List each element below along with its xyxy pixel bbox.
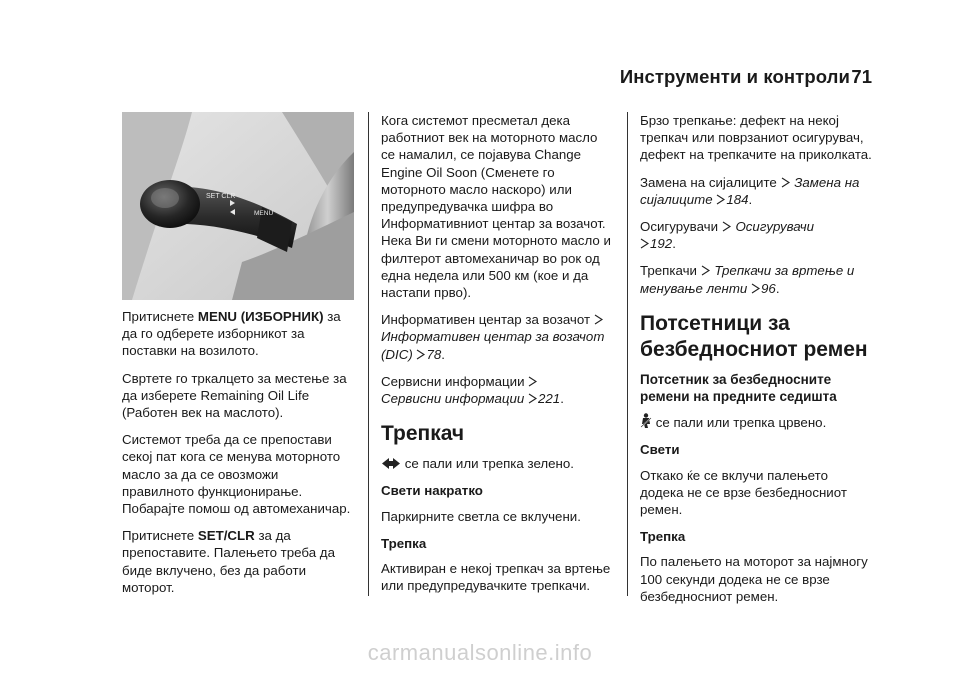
reference-arrow-icon: [594, 314, 604, 325]
paragraph-activated: Активиран е некој трепкач за вртење или предупредувачките трепкачи.: [381, 561, 611, 594]
paragraph-oil-life: Кога системот пресметал дека работниот век на моторното масло се намалил, се појавува Change Engine Oil Soon (Сменете го моторното масло наскоро) или предупредувачка шифра во Информативниот центар за возачот. Нека Ви ги смени моторното масло и филтерот автомеханичар во рок од една недела или 500 км (кое и да настапи прво).: [381, 113, 611, 301]
reference-arrow-icon: [528, 376, 538, 387]
heading-blink: Трепка: [381, 535, 427, 551]
paragraph-turn-signal: се пали или трепка зелено.: [381, 455, 613, 472]
paragraph-parking-lights: Паркирните светла се вклучени.: [381, 508, 581, 524]
menu-label: MENU: [254, 210, 274, 217]
paragraph-after-start: По палењето на моторот за најмногу 100 секунди додека не се врзе безбедносниот ремен.: [640, 554, 868, 604]
set-clr-label: SET CLR: [206, 193, 236, 200]
heading-blink-seatbelt: Трепка: [640, 529, 686, 545]
wiper-stalk-photo: [122, 112, 354, 300]
column-divider-left: [368, 112, 369, 596]
watermark: carmanualsonline.info: [367, 640, 593, 665]
reference-arrow-icon: [701, 265, 711, 276]
dic-link[interactable]: Информативен центар за возачот (DIC): [381, 329, 605, 362]
turn-signal-link[interactable]: Трепкачи за вртење и менување ленти: [640, 263, 855, 296]
paragraph-bulb-ref: Замена на сијалиците Замена на сијалиците 184.: [640, 174, 860, 207]
column-2: [381, 112, 613, 604]
seatbelt-icon: [640, 413, 652, 429]
column-divider-right: [627, 112, 628, 596]
page-arrow-icon: [716, 194, 726, 205]
header-title: Инструменти и контроли: [619, 66, 850, 87]
page-arrow-icon: [751, 283, 761, 294]
service-link[interactable]: Сервисни информации: [381, 391, 525, 407]
reference-arrow-icon: [781, 177, 791, 188]
stalk-illustration: [122, 112, 354, 300]
paragraph-set-clr: Притиснете SET/CLR за да препоставите. Палењето треба да биде вклучено, без да работи моторот.: [122, 528, 335, 595]
column-1: [122, 112, 354, 606]
reference-arrow-icon: [722, 221, 732, 232]
turn-signal-icon: [381, 457, 401, 470]
paragraph-remaining-oil: Свртете го тркалцето за местење за да изберете Remaining Oil Life (Работен век на маслото).: [122, 370, 347, 421]
paragraph-seatbelt-light: се пали или трепка црвено.: [640, 413, 872, 431]
paragraph-fuse-ref: Осигурувачи Осигурувачи 192.: [640, 219, 815, 252]
heading-trailer: Трепкач: [381, 422, 465, 446]
column-3: [640, 112, 872, 615]
heading-front-seatbelt: Потсетник за безбедносните ремени на предните седишта: [640, 371, 837, 405]
paragraph-menu: Притиснете MENU (ИЗБОРНИК) за да го одберете изборникот за поставки на возилото.: [122, 309, 341, 359]
page-header: [0, 58, 960, 90]
page-arrow-icon: [640, 238, 650, 249]
heading-seatbelt-reminders: Потсетници за безбедносниот ремен: [640, 311, 868, 361]
heading-brief: Свети накратко: [381, 483, 483, 499]
page-number: 71: [851, 66, 872, 87]
page-arrow-icon: [528, 393, 538, 404]
paragraph-reset-info: Системот треба да се препостави секој пат кога се менува моторното масло за да се овозможи правилното функционирање. Побарајте помош од автомеханичар.: [122, 432, 351, 517]
paragraph-service-ref: Сервисни информации Сервисни информации 221.: [381, 373, 564, 407]
bulb-link[interactable]: Замена на сијалиците: [640, 174, 860, 207]
paragraph-dic-ref: Информативен центар за возачот Информативен центар за возачот (DIC) 78.: [381, 312, 605, 362]
heading-on: Свети: [640, 442, 680, 458]
paragraph-fast-blink: Брзо трепкање: дефект на некој трепкач или поврзаниот осигурувач, дефект на трепкачите на приколката.: [640, 113, 872, 163]
page-arrow-icon: [416, 349, 426, 360]
paragraph-after-ignition: Откако ќе се вклучи палењето додека не се врзе безбедносниот ремен.: [640, 467, 847, 518]
fuse-link[interactable]: Осигурувачи: [735, 219, 815, 235]
paragraph-turn-ref: Трепкачи Трепкачи за вртење и менување ленти 96.: [640, 263, 855, 296]
